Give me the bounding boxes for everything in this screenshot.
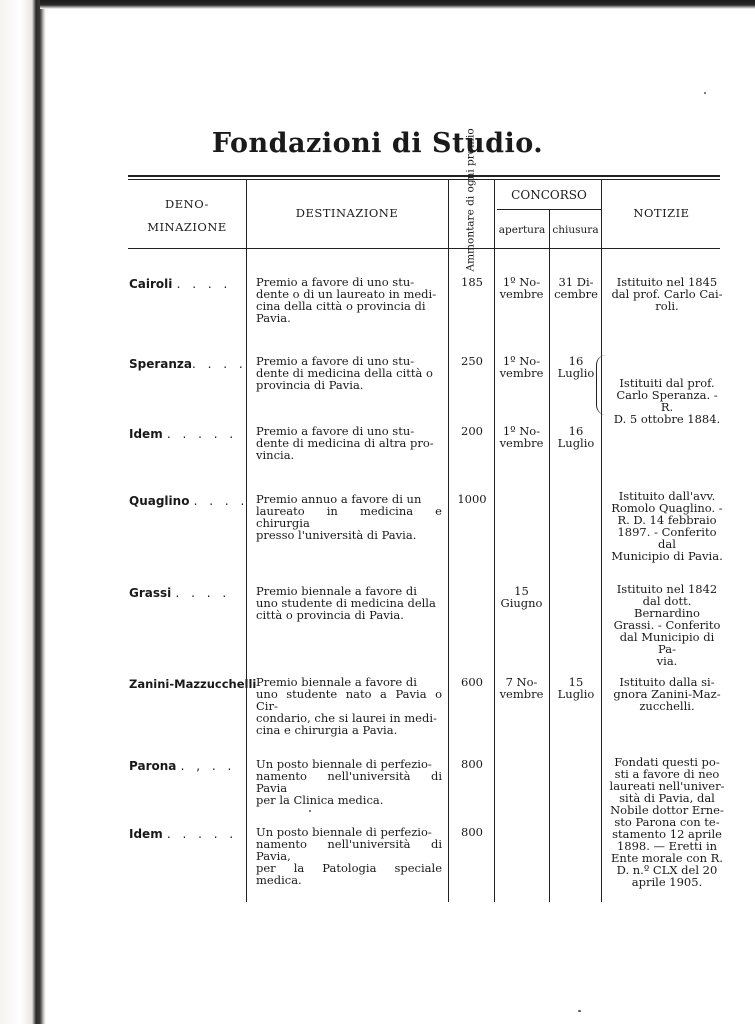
row-name bbox=[129, 427, 237, 441]
row-notizie: Istituito dall'avv. Romolo Quaglino. - R. D. 14 febbraio 1897. - Conferito dal Municipio di Pavia. bbox=[611, 489, 723, 563]
scan-speck bbox=[578, 1010, 581, 1012]
row-notizie: Fondati questi po- sti a favore di neo laureati nell'univer- sità di Pavia, dal Nobile dottor Erne- sto Parona con te- stamento 12 aprile 1898. — Eretti in Ente morale con R. D. n.º CLX del 20 aprile 1905. bbox=[609, 755, 725, 889]
row-destinazione: Un posto biennale di perfezio- namento nell'università di Pavia, per la Patologia speciale medica. bbox=[256, 825, 442, 887]
leader-dots: . . . . bbox=[192, 357, 247, 371]
row-name bbox=[129, 677, 256, 691]
leader-dots: . . . . bbox=[175, 586, 231, 600]
name-text: Idem bbox=[129, 827, 163, 841]
row-chiusura: 16 Luglio bbox=[557, 354, 595, 380]
col-divider-3 bbox=[494, 180, 495, 902]
row-apertura: 1º No- vembre bbox=[499, 275, 544, 301]
leader-dots: . , . . bbox=[180, 759, 236, 773]
header-destinazione: DESTINAZIONE bbox=[295, 206, 399, 220]
row-name bbox=[129, 277, 231, 291]
col-divider-2 bbox=[448, 180, 449, 902]
row-destinazione: Un posto biennale di perfezio- namento nell'università di Pavia per la Clinica medica. bbox=[256, 757, 442, 807]
name-text: Grassi bbox=[129, 586, 172, 600]
col-divider-1 bbox=[246, 180, 247, 902]
name-text: Parona bbox=[129, 759, 177, 773]
name-text: Cairoli bbox=[129, 277, 173, 291]
row-notizie: Istituito dalla si- gnora Zanini-Maz- zucchelli. bbox=[613, 675, 721, 713]
header-denominazione-line1: DENO- bbox=[165, 197, 209, 211]
note-brace bbox=[596, 355, 607, 415]
name-text: Quaglino bbox=[129, 494, 190, 508]
row-ammontare: 185 bbox=[461, 275, 483, 289]
leader-dots: . . . . . bbox=[166, 827, 238, 841]
name-text: Zanini-Mazzucchelli bbox=[129, 677, 257, 691]
table-top-rule-thin bbox=[128, 179, 720, 180]
page-top-edge bbox=[40, 0, 755, 9]
row-name bbox=[129, 494, 248, 508]
col-divider-4 bbox=[549, 210, 550, 902]
row-destinazione: Premio a favore di uno stu- dente di medicina di altra pro- vincia. bbox=[256, 424, 434, 462]
shared-notizie: Istituiti dal prof. Carlo Speranza. - R. D. 5 ottobre 1884. bbox=[613, 376, 721, 426]
leader-dots: . . . . bbox=[193, 494, 249, 508]
leader-dots: . . . . . bbox=[166, 427, 238, 441]
row-apertura: 7 No- vembre bbox=[499, 675, 544, 701]
row-ammontare: 1000 bbox=[457, 492, 487, 506]
row-chiusura: 31 Di- cembre bbox=[554, 275, 598, 301]
row-destinazione: Premio a favore di uno stu- dente o di un laureato in medi- cina della città o provincia di Pavia. bbox=[256, 275, 437, 325]
row-name bbox=[129, 586, 230, 600]
table-top-rule bbox=[128, 175, 720, 177]
name-text: Speranza bbox=[129, 357, 193, 371]
header-denominazione bbox=[130, 193, 244, 239]
row-name bbox=[129, 827, 237, 841]
scan-speck bbox=[704, 92, 706, 94]
row-chiusura: 15 Luglio bbox=[557, 675, 595, 701]
col-divider-5 bbox=[601, 180, 602, 902]
row-destinazione: Premio a favore di uno stu- dente di medicina della città o provincia di Pavia. bbox=[256, 354, 433, 392]
row-notizie: Istituito nel 1842 dal dott. Bernardino Grassi. - Conferito dal Municipio di Pa- via. bbox=[613, 582, 721, 668]
row-name bbox=[129, 357, 247, 371]
row-apertura: 15 Giugno bbox=[500, 584, 543, 610]
row-ammontare: 600 bbox=[461, 675, 483, 689]
header-concorso: CONCORSO bbox=[511, 188, 587, 202]
row-ammontare: 200 bbox=[461, 424, 483, 438]
row-apertura: 1º No- vembre bbox=[499, 354, 544, 380]
row-ammontare: 800 bbox=[461, 757, 483, 771]
row-chiusura: 16 Luglio bbox=[557, 424, 595, 450]
scan-speck bbox=[309, 810, 311, 812]
row-notizie: Istituito nel 1845 dal prof. Carlo Cai- roli. bbox=[611, 275, 723, 313]
header-ammontare: Ammontare di ogni premio bbox=[464, 128, 477, 272]
leader-dots: . . . . bbox=[176, 277, 232, 291]
header-denominazione-line2: MINAZIONE bbox=[147, 220, 227, 234]
header-apertura: apertura bbox=[498, 224, 546, 236]
row-ammontare: 250 bbox=[461, 354, 483, 368]
header-bottom-rule bbox=[128, 248, 720, 249]
header-notizie: NOTIZIE bbox=[633, 206, 690, 220]
row-destinazione: Premio annuo a favore di un laureato in medicina e chirurgia presso l'università di Pavia. bbox=[256, 492, 442, 542]
row-name bbox=[129, 759, 235, 773]
name-text: Idem bbox=[129, 427, 163, 441]
header-chiusura: chiusura bbox=[552, 224, 599, 236]
page-title: Fondazioni di Studio. bbox=[211, 128, 544, 159]
row-destinazione: Premio biennale a favore di uno studente nato a Pavia o Cir- condario, che si laurei in medi- cina e chirurgia a Pavia. bbox=[256, 675, 442, 737]
row-destinazione: Premio biennale a favore di uno studente di medicina della città o provincia di Pavia. bbox=[256, 584, 436, 622]
row-apertura: 1º No- vembre bbox=[499, 424, 544, 450]
row-ammontare: 800 bbox=[461, 825, 483, 839]
